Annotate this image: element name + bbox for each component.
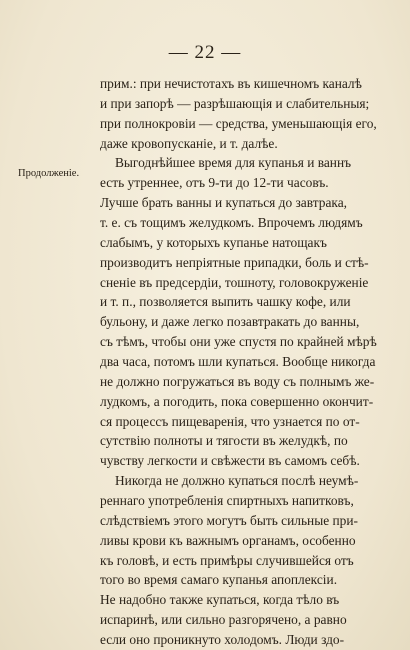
text-line: съ тѣмъ, чтобы они уже спустя по крайней мѣрѣ — [100, 334, 377, 350]
text-line: бульону, и даже легко позавтракать до ванны, — [100, 314, 360, 330]
text-line: ся процессъ пищеваренія, что узнается по от- — [100, 413, 360, 429]
text-line: ливы крови къ важнымъ органамъ, особенно — [100, 532, 356, 548]
text-line: при полнокровіи — средства, уменьшающія его, — [100, 115, 377, 131]
text-line: два часа, потомъ шли купаться. Вообще никогда — [100, 354, 376, 369]
text-line: прим.: при нечистотахъ въ кишечномъ каналѣ — [100, 76, 362, 91]
text-line: есть утреннее, отъ 9-ти до 12-ти часовъ. — [100, 175, 329, 191]
text-line: лудкомъ, а погодить, пока совершенно окончит- — [100, 393, 374, 409]
text-line: Никогда не должно купаться послѣ неумѣ- — [115, 473, 359, 489]
text-line: чувству легкости и свѣжести въ самомъ себѣ. — [100, 453, 360, 469]
text-line: Выгоднѣйшее время для купанья и ваннъ — [115, 155, 352, 171]
margin-note: Продолженіе. — [18, 168, 80, 179]
text-line: даже кровопусканіе, и т. далѣе. — [100, 135, 278, 151]
text-line: т. е. съ тощимъ желудкомъ. Впрочемъ людямъ — [100, 215, 363, 230]
text-line: если оно проникнуто холодомъ. Люди здо- — [100, 632, 345, 647]
text-line: производитъ непріятные припадки, боль и стѣ- — [100, 254, 369, 270]
page-number: — 22 — — [168, 42, 242, 63]
text-line: сутствію полноты и тягости въ желудкѣ, по — [100, 433, 348, 449]
text-line: и при запорѣ — разрѣшающія и слабительныя; — [100, 95, 370, 111]
text-line: реннаго употребленія спиртныхъ напитковъ, — [100, 493, 354, 508]
text-line: того во время самаго купанья апоплексіи. — [100, 572, 338, 588]
text-line: испаринѣ, или сильно разгорячено, а равно — [100, 612, 347, 628]
text-line: Не надобно также купаться, когда тѣло въ — [100, 592, 340, 608]
text-line: слабымъ, у которыхъ купанье натощакъ — [100, 234, 327, 250]
text-line: Лучше брать ванны и купаться до завтрака, — [100, 195, 347, 211]
text-line: не должно погружаться въ воду съ полнымъ же- — [100, 373, 375, 389]
text-line: слѣдствіемъ этого могутъ быть сильные при- — [100, 512, 358, 528]
text-line: и т. п., позволяется выпить чашку кофе, или — [100, 294, 351, 310]
text-line: къ головѣ, и есть примѣры случившейся отъ — [100, 552, 354, 568]
text-line: сненіе въ предсердіи, тошноту, головокруженіе — [100, 274, 369, 290]
